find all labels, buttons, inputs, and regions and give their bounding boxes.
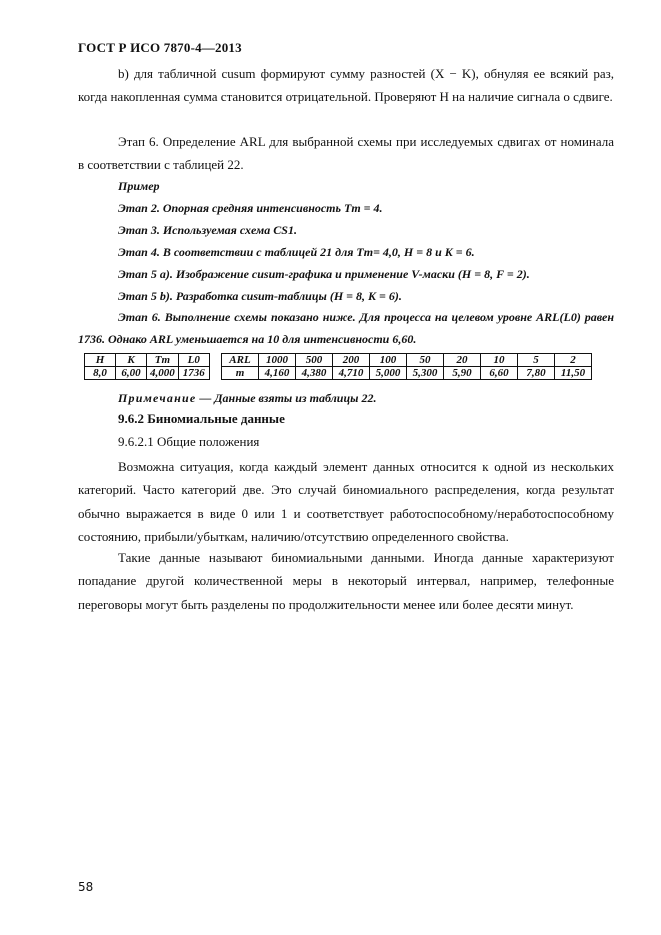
example-line: Этап 4. В соответствии с таблицей 21 для Tm= 4,0, H = 8 и K = 6. (118, 245, 475, 259)
note-text: — Данные взяты из таблицы 22. (199, 391, 377, 405)
table-note (118, 391, 376, 406)
note-label: Примечание (118, 391, 197, 405)
table-header-cell: 1000 (259, 354, 296, 367)
example-line: Этап 3. Используемая схема CS1. (118, 223, 297, 237)
example-line: Этап 5 а). Изображение cusum-графика и применение V-маски (H = 8, F = 2). (118, 267, 530, 281)
example-title: Пример (118, 179, 160, 193)
table-cell: 4,160 (259, 367, 296, 380)
table-header-cell: 10 (481, 354, 518, 367)
table-cell: 4,000 (147, 367, 179, 380)
page-number: 58 (78, 880, 94, 894)
params-table (84, 353, 210, 380)
table-cell: 4,380 (296, 367, 333, 380)
document-header: ГОСТ Р ИСО 7870-4—2013 (78, 40, 242, 55)
table-cell: 6,00 (116, 367, 147, 380)
table-header-cell: H (85, 354, 116, 367)
table-header-cell: 200 (333, 354, 370, 367)
table-cell: 7,80 (518, 367, 555, 380)
table-header-cell: 50 (407, 354, 444, 367)
table-row (85, 367, 210, 380)
table-row (85, 354, 210, 367)
paragraph-binomial-1: Возможна ситуация, когда каждый элемент данных относится к одной из нескольких категорий. Часто категорий две. Это случай биномиального распределения, когда результат обычно выражается в виде 0 или 1 и соответствует работоспособному/неработоспособному состоянию, прибыли/убыткам, наличию/отсутствию определенного свойства. (78, 459, 614, 544)
example-line: Этап 5 b). Разработка cusum-таблицы (H = 8, K = 6). (118, 289, 402, 303)
table-header-cell: L0 (178, 354, 209, 367)
example-line: Этап 2. Опорная средняя интенсивность Tm = 4. (118, 201, 383, 215)
table-cell: 4,710 (333, 367, 370, 380)
paragraph-b: b) для табличной cusum формируют сумму разностей (X − K), обнуляя ее всякий раз, когда накопленная сумма становится отрицательной. Проверяют H на наличие сигнала о сдвиге. (78, 66, 614, 105)
table-row (222, 354, 592, 367)
table-header-cell: 100 (370, 354, 407, 367)
table-cell: 11,50 (555, 367, 592, 380)
paragraph-binomial-2: Такие данные называют биномиальными данными. Иногда данные характеризуют попадание другой количественной меры в некоторый интервал, например, телефонные переговоры могут быть разделены по продолжительности менее или более десяти минут. (78, 550, 614, 612)
table-cell: 1736 (178, 367, 209, 380)
arl-table (221, 353, 592, 380)
table-header-cell: K (116, 354, 147, 367)
table-header-cell: ARL (222, 354, 259, 367)
table-cell: 5,000 (370, 367, 407, 380)
table-cell: m (222, 367, 259, 380)
table-header-cell: Tm (147, 354, 179, 367)
table-header-cell: 20 (444, 354, 481, 367)
table-cell: 6,60 (481, 367, 518, 380)
subsection-heading: 9.6.2.1 Общие положения (118, 434, 260, 449)
paragraph-stage6: Этап 6. Определение ARL для выбранной схемы при исследуемых сдвигах от номинала в соответствии с таблицей 22. (78, 134, 614, 173)
table-cell: 5,90 (444, 367, 481, 380)
example-stage6: Этап 6. Выполнение схемы показано ниже. Для процесса на целевом уровне ARL(L0) равен 1736. Однако ARL уменьшается на 10 для интенсивности 6,60. (78, 310, 614, 346)
table-row (222, 367, 592, 380)
section-heading: 9.6.2 Биномиальные данные (118, 411, 285, 426)
table-cell: 8,0 (85, 367, 116, 380)
table-cell: 5,300 (407, 367, 444, 380)
table-header-cell: 500 (296, 354, 333, 367)
table-header-cell: 5 (518, 354, 555, 367)
table-header-cell: 2 (555, 354, 592, 367)
